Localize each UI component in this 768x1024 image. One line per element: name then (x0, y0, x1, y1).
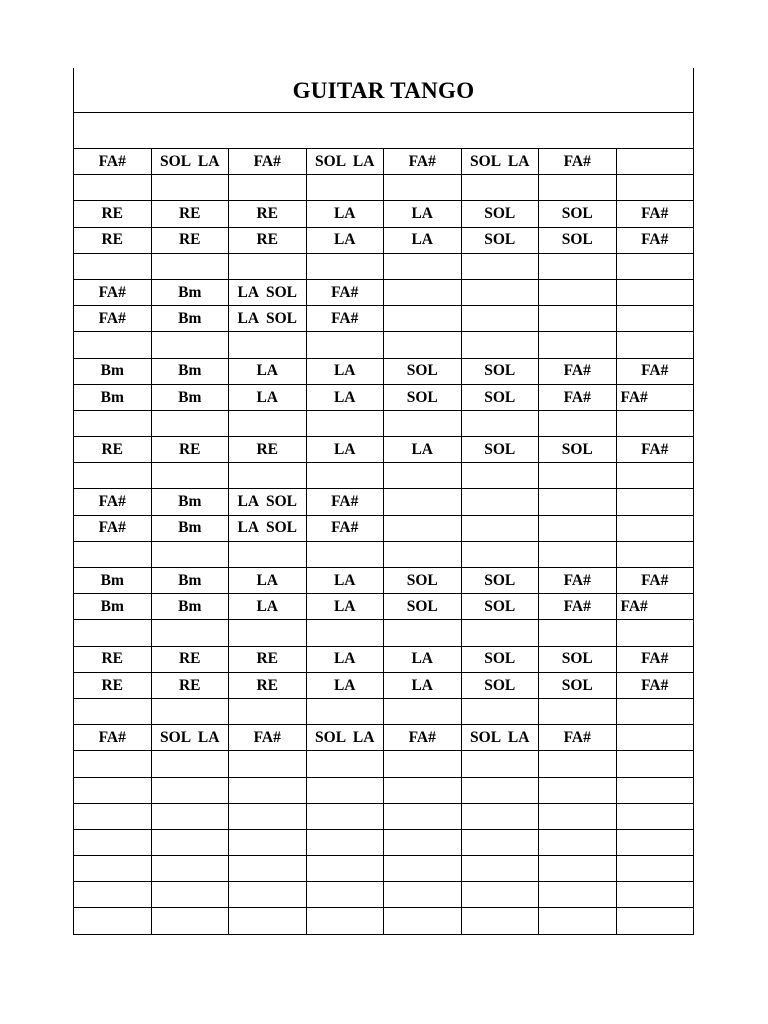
chord-cell (461, 410, 539, 436)
chord-cell (229, 698, 307, 724)
chord-cell: SOL (461, 201, 539, 227)
chord-cell (461, 489, 539, 515)
chord-cell (539, 515, 617, 541)
chord-cell (616, 515, 694, 541)
chord-cell: FA# (74, 515, 152, 541)
chord-row (74, 384, 694, 410)
chord-cell: FA# (74, 725, 152, 751)
chord-cell (306, 829, 384, 855)
chord-cell (384, 908, 462, 934)
chord-cell (306, 253, 384, 279)
chord-cell: SOL LA (461, 149, 539, 175)
blank-header-row (73, 113, 694, 149)
chord-cell: SOL (539, 201, 617, 227)
chord-cell (151, 410, 229, 436)
chord-cell (539, 908, 617, 934)
chord-cell (616, 751, 694, 777)
chord-cell (229, 882, 307, 908)
chord-row (74, 515, 694, 541)
chord-cell: FA# (616, 384, 694, 410)
chord-cell (306, 332, 384, 358)
chord-cell (539, 175, 617, 201)
chord-cell: RE (151, 201, 229, 227)
chord-cell: SOL LA (306, 149, 384, 175)
chord-cell (616, 279, 694, 305)
chord-cell (151, 908, 229, 934)
chord-cell (229, 410, 307, 436)
chord-cell: FA# (616, 437, 694, 463)
chord-cell (306, 620, 384, 646)
chord-cell: SOL (384, 384, 462, 410)
chord-cell (616, 882, 694, 908)
chord-cell (616, 149, 694, 175)
chord-cell: SOL (461, 672, 539, 698)
chord-cell (74, 463, 152, 489)
chord-row (74, 908, 694, 934)
chord-row (74, 568, 694, 594)
chord-row (74, 698, 694, 724)
title-cell (73, 68, 694, 113)
chord-cell: Bm (151, 384, 229, 410)
chord-cell (616, 698, 694, 724)
chord-cell: FA# (74, 306, 152, 332)
chord-cell (461, 698, 539, 724)
chord-cell (306, 698, 384, 724)
chord-cell: Bm (151, 489, 229, 515)
chord-cell (461, 908, 539, 934)
chord-cell: LA (384, 201, 462, 227)
chord-cell (461, 306, 539, 332)
chord-cell: FA# (616, 227, 694, 253)
chord-cell: Bm (151, 358, 229, 384)
chord-cell: RE (229, 437, 307, 463)
chord-table-body (74, 149, 694, 934)
chord-cell: LA (384, 672, 462, 698)
chord-cell: FA# (74, 489, 152, 515)
chord-cell: FA# (539, 384, 617, 410)
chord-cell (384, 777, 462, 803)
chord-cell: FA# (539, 725, 617, 751)
chord-cell: SOL (384, 358, 462, 384)
chord-cell: SOL (461, 568, 539, 594)
chord-cell (539, 829, 617, 855)
chord-cell (74, 751, 152, 777)
chord-cell: RE (74, 227, 152, 253)
chord-cell: FA# (539, 594, 617, 620)
chord-cell: Bm (151, 594, 229, 620)
chord-cell (151, 777, 229, 803)
chord-cell: SOL (461, 227, 539, 253)
chord-cell (74, 803, 152, 829)
chord-cell: RE (151, 646, 229, 672)
chord-cell: LA (306, 358, 384, 384)
chord-cell (151, 253, 229, 279)
chord-cell (616, 175, 694, 201)
chord-row (74, 856, 694, 882)
chord-cell (74, 253, 152, 279)
chord-cell (384, 306, 462, 332)
chord-cell: FA# (616, 568, 694, 594)
chord-cell: RE (229, 227, 307, 253)
chord-cell (74, 777, 152, 803)
chord-cell: FA# (229, 725, 307, 751)
chord-cell (461, 175, 539, 201)
chord-cell (616, 410, 694, 436)
chord-cell: RE (229, 672, 307, 698)
chord-cell: FA# (616, 201, 694, 227)
chord-cell: LA SOL (229, 306, 307, 332)
chord-cell (74, 410, 152, 436)
chord-cell (384, 620, 462, 646)
chord-cell (616, 253, 694, 279)
chord-cell: SOL (384, 568, 462, 594)
chord-cell: RE (229, 201, 307, 227)
chord-cell (151, 882, 229, 908)
chord-row (74, 253, 694, 279)
chord-cell (616, 725, 694, 751)
chord-cell: RE (74, 437, 152, 463)
chord-cell: LA (229, 358, 307, 384)
chord-cell (461, 882, 539, 908)
chord-cell (384, 698, 462, 724)
chord-cell (616, 829, 694, 855)
chord-cell (616, 777, 694, 803)
chord-cell (539, 253, 617, 279)
chord-cell: FA# (616, 672, 694, 698)
chord-cell: LA SOL (229, 515, 307, 541)
chord-cell (384, 751, 462, 777)
chord-cell (151, 541, 229, 567)
chord-cell (384, 332, 462, 358)
chord-cell (384, 541, 462, 567)
chord-row (74, 646, 694, 672)
chord-cell: LA (306, 227, 384, 253)
chord-cell: RE (74, 646, 152, 672)
chord-cell: LA SOL (229, 489, 307, 515)
chord-row (74, 201, 694, 227)
chord-cell (539, 541, 617, 567)
chord-cell: SOL LA (306, 725, 384, 751)
chord-cell (74, 541, 152, 567)
chord-cell (306, 463, 384, 489)
chord-cell (539, 279, 617, 305)
chord-cell (616, 856, 694, 882)
chord-cell: SOL (539, 227, 617, 253)
chord-cell (74, 829, 152, 855)
chord-cell (229, 803, 307, 829)
chord-cell (74, 175, 152, 201)
chord-cell: SOL (461, 384, 539, 410)
chord-row (74, 489, 694, 515)
chord-cell: FA# (384, 149, 462, 175)
chord-cell (539, 306, 617, 332)
chord-cell: RE (229, 646, 307, 672)
chord-cell (229, 777, 307, 803)
chord-row (74, 882, 694, 908)
chord-cell (384, 515, 462, 541)
chord-cell (306, 777, 384, 803)
chord-cell (74, 882, 152, 908)
chord-cell (539, 856, 617, 882)
chord-cell: RE (151, 227, 229, 253)
chord-cell (461, 332, 539, 358)
chord-cell: LA (384, 646, 462, 672)
chord-cell: FA# (616, 358, 694, 384)
chord-cell: Bm (151, 279, 229, 305)
chord-cell (384, 856, 462, 882)
chord-row (74, 227, 694, 253)
chord-cell (384, 829, 462, 855)
chord-cell (616, 463, 694, 489)
chord-row (74, 306, 694, 332)
chord-cell (74, 620, 152, 646)
chord-cell: SOL (461, 358, 539, 384)
chord-cell (151, 751, 229, 777)
chord-cell: Bm (151, 306, 229, 332)
chord-cell (461, 751, 539, 777)
chord-cell (539, 332, 617, 358)
chord-cell (306, 175, 384, 201)
chord-cell (74, 856, 152, 882)
chord-cell (384, 175, 462, 201)
chord-cell (151, 463, 229, 489)
chord-cell (229, 332, 307, 358)
chord-cell: FA# (539, 568, 617, 594)
chord-cell (616, 306, 694, 332)
chord-cell (616, 489, 694, 515)
chord-cell (306, 882, 384, 908)
chord-cell: FA# (306, 279, 384, 305)
chord-cell (151, 698, 229, 724)
chord-row (74, 829, 694, 855)
chord-cell: Bm (74, 384, 152, 410)
chord-cell (151, 620, 229, 646)
chord-row (74, 175, 694, 201)
chord-cell: SOL (539, 437, 617, 463)
chord-cell (384, 463, 462, 489)
chord-cell: FA# (229, 149, 307, 175)
chord-cell: SOL LA (151, 725, 229, 751)
chord-cell: SOL (384, 594, 462, 620)
chord-cell (229, 620, 307, 646)
chord-row (74, 437, 694, 463)
chord-cell: LA (384, 437, 462, 463)
chord-cell (384, 803, 462, 829)
chord-cell (539, 803, 617, 829)
chord-cell: LA (306, 201, 384, 227)
chord-cell: RE (74, 672, 152, 698)
chord-row (74, 777, 694, 803)
chord-cell: FA# (616, 594, 694, 620)
chord-cell (461, 856, 539, 882)
chord-cell: LA (229, 594, 307, 620)
chord-cell: FA# (384, 725, 462, 751)
chord-cell: FA# (306, 489, 384, 515)
chord-cell (306, 751, 384, 777)
chord-cell (384, 489, 462, 515)
chord-cell (384, 279, 462, 305)
chord-cell (461, 279, 539, 305)
chord-cell: LA (384, 227, 462, 253)
chord-row (74, 594, 694, 620)
chord-cell: SOL LA (151, 149, 229, 175)
chord-cell (461, 463, 539, 489)
chord-cell (616, 803, 694, 829)
chord-cell (151, 803, 229, 829)
chord-cell (384, 253, 462, 279)
chord-cell (539, 620, 617, 646)
chord-cell: LA (306, 568, 384, 594)
chord-cell: Bm (74, 594, 152, 620)
chord-cell (229, 541, 307, 567)
chord-cell: Bm (74, 358, 152, 384)
chord-cell: SOL (539, 672, 617, 698)
chord-row (74, 149, 694, 175)
chord-cell (229, 463, 307, 489)
chord-cell: FA# (74, 149, 152, 175)
chord-cell (306, 908, 384, 934)
chord-cell (616, 908, 694, 934)
chord-row (74, 803, 694, 829)
chord-cell (74, 332, 152, 358)
chord-cell (384, 410, 462, 436)
chord-row (74, 358, 694, 384)
chord-cell (306, 856, 384, 882)
chord-cell: LA (306, 437, 384, 463)
chord-cell (461, 829, 539, 855)
chord-cell: Bm (151, 515, 229, 541)
chord-cell (306, 410, 384, 436)
chord-cell (74, 908, 152, 934)
chord-cell (616, 332, 694, 358)
chord-cell: LA SOL (229, 279, 307, 305)
chord-cell (461, 515, 539, 541)
chord-cell (461, 777, 539, 803)
chord-cell (461, 803, 539, 829)
chord-cell: FA# (616, 646, 694, 672)
chord-row (74, 620, 694, 646)
chord-cell (229, 856, 307, 882)
chord-cell (229, 908, 307, 934)
chord-cell (229, 175, 307, 201)
chord-table (73, 149, 694, 935)
chord-cell (229, 253, 307, 279)
chord-row (74, 463, 694, 489)
chord-cell: LA (306, 672, 384, 698)
chord-row (74, 410, 694, 436)
chord-cell: RE (151, 437, 229, 463)
chord-cell (616, 541, 694, 567)
chord-cell (151, 856, 229, 882)
chord-cell: Bm (74, 568, 152, 594)
chord-cell: FA# (539, 358, 617, 384)
chord-cell (539, 698, 617, 724)
chord-cell: SOL (539, 646, 617, 672)
chord-cell (461, 620, 539, 646)
chord-cell: SOL (461, 646, 539, 672)
chord-cell (384, 882, 462, 908)
chord-cell: SOL (461, 437, 539, 463)
chord-cell (461, 253, 539, 279)
chord-cell: FA# (74, 279, 152, 305)
chord-cell (539, 777, 617, 803)
chord-cell (539, 882, 617, 908)
chord-cell (151, 332, 229, 358)
chord-cell (539, 410, 617, 436)
chord-cell: SOL LA (461, 725, 539, 751)
chord-cell: FA# (539, 149, 617, 175)
chord-row (74, 751, 694, 777)
chord-cell (151, 175, 229, 201)
chord-cell: Bm (151, 568, 229, 594)
chord-cell (74, 698, 152, 724)
chord-cell: RE (151, 672, 229, 698)
chord-row (74, 725, 694, 751)
chord-cell: LA (306, 646, 384, 672)
chord-cell (616, 620, 694, 646)
chord-cell: RE (74, 201, 152, 227)
chord-row (74, 332, 694, 358)
chord-cell: FA# (306, 306, 384, 332)
chord-cell (229, 829, 307, 855)
chord-row (74, 279, 694, 305)
chord-row (74, 672, 694, 698)
chord-cell (306, 541, 384, 567)
chord-sheet (73, 68, 694, 935)
page-title: GUITAR TANGO (292, 78, 475, 103)
chord-row (74, 541, 694, 567)
chord-cell (539, 489, 617, 515)
chord-cell: LA (229, 384, 307, 410)
chord-cell (539, 463, 617, 489)
chord-cell (539, 751, 617, 777)
chord-cell: SOL (461, 594, 539, 620)
chord-cell (229, 751, 307, 777)
chord-cell: LA (306, 594, 384, 620)
chord-cell: LA (229, 568, 307, 594)
chord-cell (306, 803, 384, 829)
chord-cell: FA# (306, 515, 384, 541)
chord-cell: LA (306, 384, 384, 410)
chord-cell (151, 829, 229, 855)
chord-cell (461, 541, 539, 567)
